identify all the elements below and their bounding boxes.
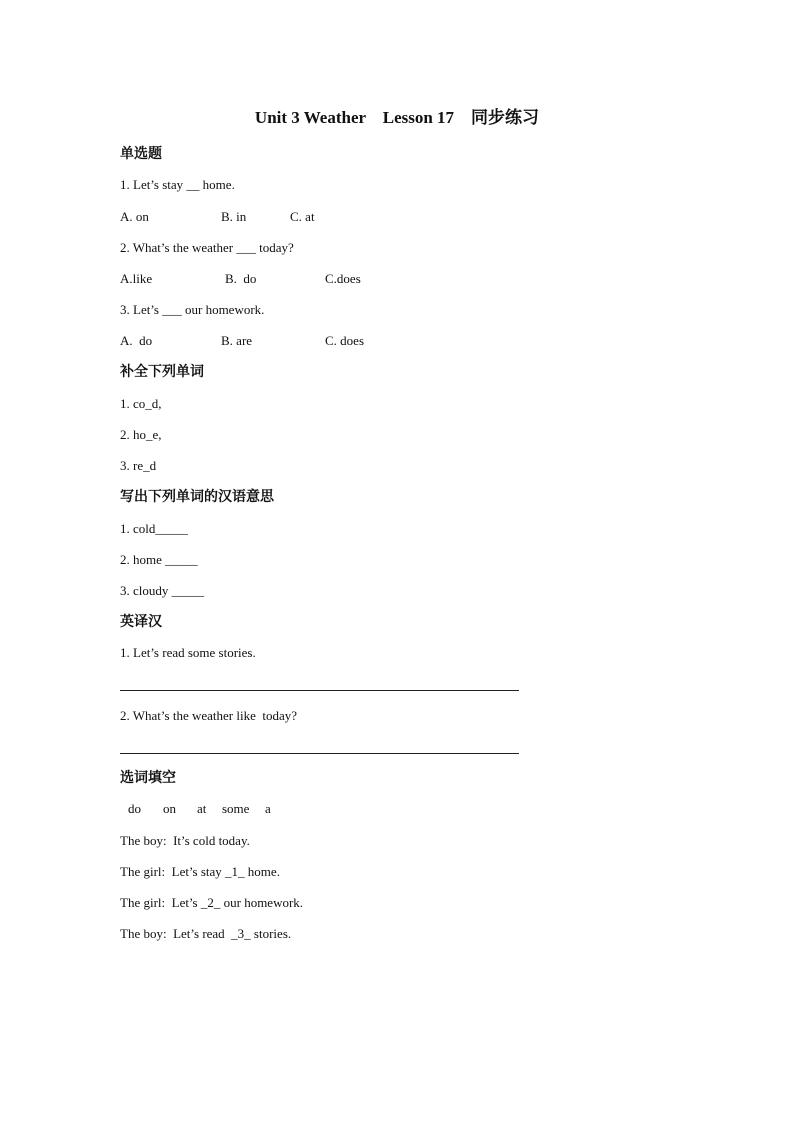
section-heading-complete-words: 补全下列单词 bbox=[120, 364, 204, 380]
word-bank-item: a bbox=[265, 801, 271, 816]
section-heading-translate: 英译汉 bbox=[120, 614, 162, 630]
question-3-option-a: A. do bbox=[120, 333, 153, 348]
dialogue-line-3: The girl: Let’s _2_ our homework. bbox=[120, 895, 304, 910]
answer-line-1 bbox=[120, 690, 519, 691]
complete-word-item-3: 3. re_d bbox=[120, 458, 157, 473]
meaning-item-2: 2. home _____ bbox=[120, 552, 198, 567]
question-3: 3. Let’s ___ our homework. bbox=[120, 302, 265, 317]
translate-item-2: 2. What’s the weather like today? bbox=[120, 708, 298, 723]
complete-word-item-2: 2. ho_e, bbox=[120, 427, 162, 442]
section-heading-fill-blanks: 选词填空 bbox=[120, 770, 176, 786]
question-3-option-b: B. are bbox=[221, 333, 253, 348]
question-1-option-a: A. on bbox=[120, 209, 149, 224]
meaning-item-1: 1. cold_____ bbox=[120, 521, 188, 536]
question-3-option-c: C. does bbox=[325, 333, 364, 348]
word-bank-item: on bbox=[163, 801, 176, 816]
page-title: Unit 3 Weather Lesson 17 同步练习 bbox=[254, 108, 540, 127]
meaning-item-3: 3. cloudy _____ bbox=[120, 583, 205, 598]
question-2-option-b: B. do bbox=[225, 271, 257, 286]
complete-word-item-1: 1. co_d, bbox=[120, 396, 162, 411]
question-2: 2. What’s the weather ___ today? bbox=[120, 240, 294, 255]
question-1: 1. Let’s stay __ home. bbox=[120, 177, 235, 192]
dialogue-line-2: The girl: Let’s stay _1_ home. bbox=[120, 864, 280, 879]
question-2-option-c: C.does bbox=[325, 271, 361, 286]
answer-line-2 bbox=[120, 753, 519, 754]
word-bank-item: do bbox=[128, 801, 141, 816]
section-heading-chinese-meaning: 写出下列单词的汉语意思 bbox=[120, 489, 274, 505]
question-2-option-a: A.like bbox=[120, 271, 153, 286]
translate-item-1: 1. Let’s read some stories. bbox=[120, 645, 256, 660]
question-1-option-c: C. at bbox=[290, 209, 315, 224]
dialogue-line-4: The boy: Let’s read _3_ stories. bbox=[120, 926, 292, 941]
question-1-option-b: B. in bbox=[221, 209, 247, 224]
section-heading-multiple-choice: 单选题 bbox=[120, 146, 162, 162]
dialogue-line-1: The boy: It’s cold today. bbox=[120, 833, 250, 848]
word-bank-item: at bbox=[197, 801, 207, 816]
word-bank-item: some bbox=[222, 801, 250, 816]
